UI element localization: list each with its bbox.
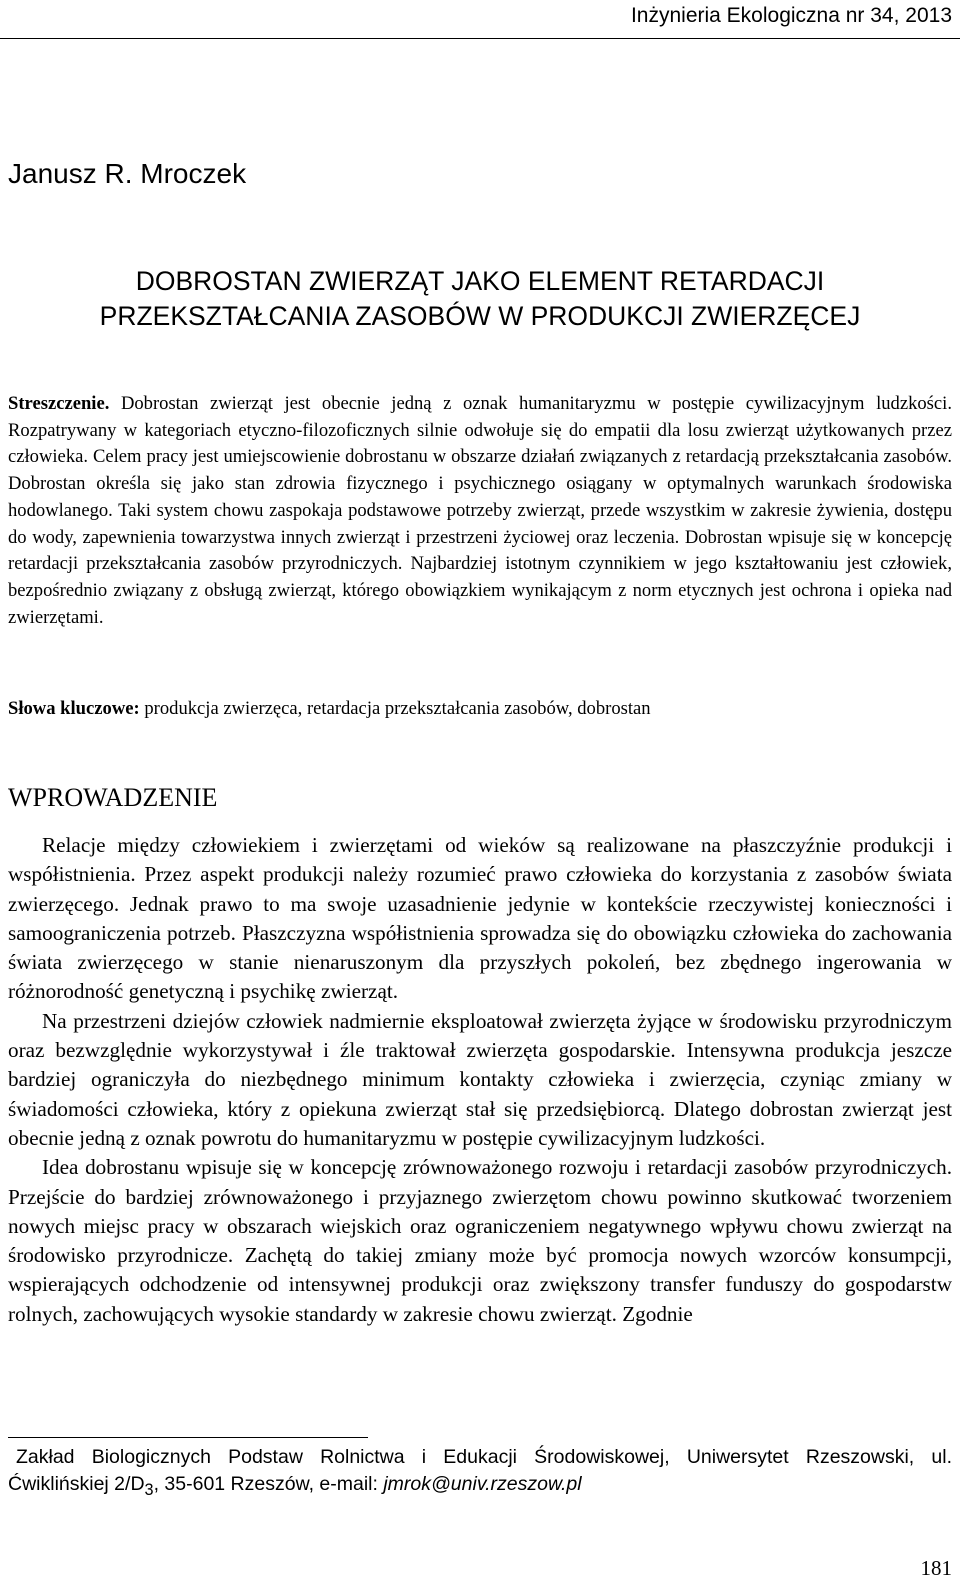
body-paragraph: Relacje między człowiekiem i zwierzętami od wieków są realizowane na płaszczyźnie produkcji i współistnienia. Przez aspekt produkcji należy rozumieć prawo człowieka do korzystania z zasobów świata zwierzęcego. Jednak prawo to ma swoje uzasadnienie jedynie w kontekście rzeczywistej konieczności i samoograniczenia potrzeb. Płaszczyzna współistnienia sprowadza się do obowiązku człowieka do zachowania świata zwierzęcego w stanie nienaruszonym dla przyszłych pokoleń, bez zbędnego ingerowania w różnorodność genetyczną i psychikę zwierząt.: [8, 833, 952, 1004]
abstract-label: Streszczenie.: [8, 393, 110, 414]
body-paragraph: Idea dobrostanu wpisuje się w koncepcję zrównoważonego rozwoju i retardacji zasobów przyrodniczych. Przejście do bardziej zrównoważonego i przyjaznego zwierzętom chowu powinno skutkować tworzeniem nowych miejsc pracy w obszarach wiejskich oraz ograniczeniem negatywnego wpływu chowu zwierząt na środowisko przyrodnicze. Zachętą do takiej zmiany może być promocja nowych wzorców konsumpcji, wspierających odchodzenie od intensywnej produkcji oraz zwiększony transfer funduszy do gospodarstw rolnych, zachowujących wysokie standardy w zakresie chowu zwierząt. Zgodnie: [8, 1155, 952, 1326]
footnote-affiliation-text: Zakład Biologicznych Podstaw Rolnictwa i Edukacji Środowiskowej, Uniwersytet Rzeszowski, ul. Ćwiklińskiej 2/D: [8, 1446, 952, 1495]
title-line-1: DOBROSTAN ZWIERZĄT JAKO ELEMENT RETARDACJI: [135, 266, 825, 296]
paper-page: [8, 0, 952, 1593]
keywords: [8, 698, 952, 720]
footnote-affiliation: [8, 1444, 952, 1504]
footnote-rule: [8, 1437, 368, 1438]
article-title: [8, 264, 952, 334]
section-heading-introduction: WPROWADZENIE: [8, 783, 218, 812]
page-number: 181: [920, 1556, 952, 1580]
keywords-text: produkcja zwierzęca, retardacja przekształcania zasobów, dobrostan: [144, 698, 651, 719]
footnote-email-link[interactable]: jmrok@univ.rzeszow.pl: [383, 1473, 582, 1495]
keywords-label: Słowa kluczowe:: [8, 698, 140, 719]
footnote-subscript: 3: [144, 1480, 154, 1499]
body-paragraph: Na przestrzeni dziejów człowiek nadmiernie eksploatował zwierzęta żyjące w środowisku przyrodniczym oraz bezwzględnie wykorzystywał i źle traktował zwierzęta gospodarskie. Intensywna produkcja jeszcze bardziej ograniczyła do niezbędnego minimum kontakty człowieka i zwierzęcia, czyniąc zmiany w świadomości człowieka, który z opiekuna zwierząt stał się przedsiębiorcą. Dlatego dobrostan zwierząt jest obecnie jedną z oznak powrotu do humanitaryzmu w postępie cywilizacyjnym ludzkości.: [8, 1008, 952, 1150]
introduction-body: [8, 831, 952, 1329]
abstract-text: Dobrostan zwierząt jest obecnie jedną z oznak humanitaryzmu w postępie cywilizacyjnym ludzkości. Rozpatrywany w kategoriach etyczno-filozoficznych silnie odwołuje się do empatii dla losu zwierząt użytkowanych przez człowieka. Celem pracy jest umiejscowienie dobrostanu w obszarze działań związanych z retardacją przekształcania zasobów. Dobrostan określa się jako stan zdrowia fizycznego i psychicznego osiągany w optymalnych warunkach środowiska hodowlanego. Taki system chowu zaspokaja podstawowe potrzeby zwierząt, przede wszystkim w zakresie żywienia, dostępu do wody, zapewnienia towarzystwa innych zwierząt i przestrzeni życiowej oraz leczenia. Dobrostan wpisuje się w koncepcję retardacji przekształcania zasobów przyrodniczych. Najbardziej istotnym czynnikiem w jego kształtowaniu jest człowiek, bezpośrednio związany z obsługą zwierząt, którego obowiązkiem wynikającym z norm etycznych jest ochrona i opieka nad zwierzętami.: [8, 393, 952, 628]
header-rule: [0, 38, 960, 39]
author-name: Janusz R. Mroczek: [8, 158, 247, 189]
abstract: [8, 391, 952, 631]
journal-header: Inżynieria Ekologiczna nr 34, 2013: [630, 4, 952, 27]
footnote-address: , 35-601 Rzeszów, e-mail:: [153, 1473, 384, 1495]
title-line-2: PRZEKSZTAŁCANIA ZASOBÓW W PRODUKCJI ZWIERZĘCEJ: [99, 301, 861, 331]
